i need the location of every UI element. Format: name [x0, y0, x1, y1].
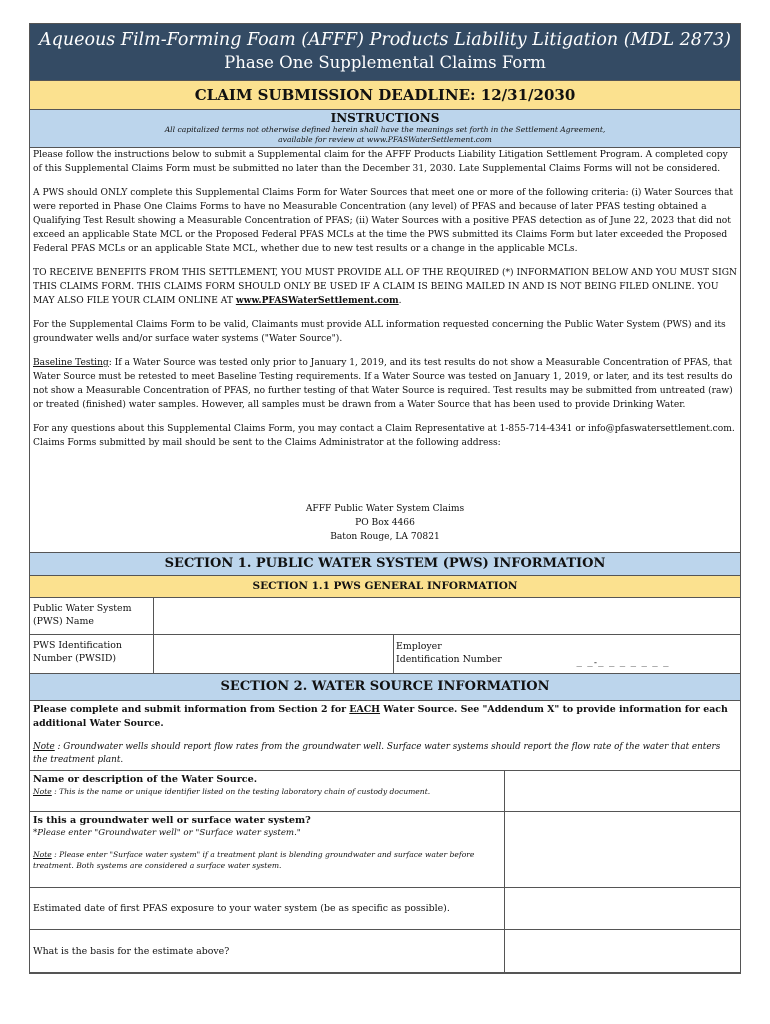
intro-text-b: Water Source. See "Addendum X" to provide information for each additional Water Source.: [33, 704, 728, 729]
exposure-date-question: Estimated date of first PFAS exposure to your water system (be as specific as possible).: [33, 903, 450, 914]
instructions-heading: INSTRUCTIONS: [330, 111, 440, 125]
q1-note-label: Note: [33, 787, 52, 796]
paragraph-contact: For any questions about this Supplemental Claims Form, you may contact a Claim Representative at 1-855-714-4341 or info@pfaswatersettlement.com. Claims Forms submitted by mail should be sent to the Claims Administrator at the following address:: [33, 424, 735, 448]
exposure-date-label: [30, 888, 505, 929]
water-source-name-label: [30, 771, 505, 811]
instructions-note-1: All capitalized terms not otherwise defined herein shall have the meanings set forth in the Settlement Agreement,: [164, 125, 606, 134]
form-title: Aqueous Film-Forming Foam (AFFF) Products Liability Litigation (MDL 2873): [38, 30, 732, 50]
pws-name-row: [30, 598, 740, 635]
instructions-header: [30, 110, 740, 148]
q2-note-label: Note: [33, 850, 52, 859]
address-line-2: PO Box 4466: [355, 518, 415, 528]
baseline-testing-label: Baseline Testing: [33, 358, 109, 368]
section-2-note: [33, 741, 737, 767]
note-text: : Groundwater wells should report flow rates from the groundwater well. Surface water systems should report the flow rate of the water that enters the treatment plant.: [33, 742, 721, 765]
intro-text-a: Please complete and submit information from Section 2 for: [33, 704, 350, 715]
pws-name-field[interactable]: [154, 598, 740, 634]
section-2-instructions: [33, 703, 737, 731]
water-source-name-question: Name or description of the Water Source.: [33, 774, 258, 785]
section-2-title: SECTION 2. WATER SOURCE INFORMATION: [30, 674, 740, 701]
instructions-body: [30, 148, 740, 553]
address-line-3: Baton Rouge, LA 70821: [330, 532, 440, 542]
ein-mask: _ _-_ _ _ _ _ _ _: [576, 658, 669, 668]
note-label: Note: [33, 742, 55, 752]
pws-name-label: Public Water System (PWS) Name: [30, 598, 154, 634]
pwsid-label: PWS Identification Number (PWSID): [30, 635, 154, 673]
exposure-date-field[interactable]: [505, 888, 740, 929]
instructions-note-2: available for review at www.PFASWaterSettlement.com: [278, 135, 492, 144]
benefits-end: .: [398, 296, 402, 306]
pwsid-field[interactable]: [154, 635, 394, 673]
water-source-type-label: [30, 812, 505, 887]
water-source-type-field[interactable]: [505, 812, 740, 887]
water-source-type-question: Is this a groundwater well or surface water system?: [33, 815, 311, 826]
baseline-testing-text: : If a Water Source was tested only prior to January 1, 2019, and its test results do not show a Measurable Concentration of PFAS, that Water Source must be retested to meet Baseline Testing requirements. If a Water Source was tested on January 1, 2019, or later, and its test results do not show a Measurable Concentration of PFAS, no further testing of that Water Source is required. Test results may be submitted from untreated (raw) or treated (finished) water samples. However, all samples must be drawn from a Water Source that has been used to provide Drinking Water.: [33, 358, 733, 410]
ein-field[interactable]: [505, 635, 740, 673]
paragraph-submit: Please follow the instructions below to submit a Supplemental claim for the AFFF Products Liability Litigation Settlement Program. A completed copy of this Supplemental Claims Form must be submitted no later than the December 31, 2030. Late Supplemental Claims Forms will not be considered.: [33, 150, 728, 174]
paragraph-criteria: A PWS should ONLY complete this Supplemental Claims Form for Water Sources that meet one or more of the following criteria: (i) Water Sources that were reported in Phase One Claims Forms to have no Measurable Concentration (any level) of PFAS and because of later PFAS testing obtained a Qualifying Test Result showing a Measurable Concentration of PFAS; (ii) Water Sources with a positive PFAS detection as of June 22, 2023 that did not exceed an applicable State MCL or the Proposed Federal PFAS MCLs at the time the PWS submitted its Claims Form but later exceeded the Proposed Federal PFAS MCLs or an applicable State MCL, whether due to new test results or a change in the applicable MCLs.: [33, 188, 734, 254]
section-1-title: SECTION 1. PUBLIC WATER SYSTEM (PWS) INFORMATION: [30, 553, 740, 576]
estimate-basis-question: What is the basis for the estimate above?: [33, 945, 230, 957]
benefits-text: TO RECEIVE BENEFITS FROM THIS SETTLEMENT, YOU MUST PROVIDE ALL OF THE REQUIRED (*) INFORMATION BELOW AND YOU MUST SIGN THIS CLAIMS FORM. THIS CLAIMS FORM SHOULD ONLY BE USED IF A CLAIM IS BEING MAILED IN AND IS NOT BEING FILED ONLINE. YOU MAY ALSO FILE YOUR CLAIM ONLINE AT: [33, 268, 737, 306]
estimate-basis-label: [30, 930, 505, 972]
water-source-name-note: [33, 786, 501, 797]
ein-label: Employer Identification Number: [396, 641, 502, 665]
address-line-1: AFFF Public Water System Claims: [305, 504, 465, 514]
water-source-type-hint: *Please enter "Groundwater well" or "Surface water system.": [33, 828, 301, 838]
water-source-type-row: [30, 812, 740, 888]
form-header: [30, 24, 740, 80]
paragraph-validity: For the Supplemental Claims Form to be valid, Claimants must provide ALL information requested concerning the Public Water System (PWS) and its groundwater wells and/or surface water systems ("Water Source").: [33, 320, 726, 344]
paragraph-benefits: [33, 266, 738, 308]
water-source-name-field[interactable]: [505, 771, 740, 811]
q1-note-text: : This is the name or unique identifier listed on the testing laboratory chain of custody document.: [51, 787, 431, 796]
section-2-intro: [30, 701, 740, 771]
settlement-website-link[interactable]: www.PFASWaterSettlement.com: [235, 295, 399, 306]
form-subtitle: Phase One Supplemental Claims Form: [224, 53, 546, 72]
paragraph-baseline: [33, 356, 738, 412]
exposure-date-row: [30, 888, 740, 930]
estimate-basis-field[interactable]: [505, 930, 740, 972]
estimate-basis-row: [30, 930, 740, 973]
claim-deadline: CLAIM SUBMISSION DEADLINE: 12/31/2030: [30, 80, 740, 110]
q2-note-text: : Please enter "Surface water system" if a treatment plant is blending groundwater and surface water before treatment. Both systems are considered a surface water system.: [33, 850, 475, 870]
section-1-1-title: SECTION 1.1 PWS GENERAL INFORMATION: [30, 576, 740, 598]
mailing-address: [30, 502, 740, 544]
water-source-name-row: [30, 771, 740, 812]
intro-each: EACH: [349, 704, 381, 715]
claims-form: [29, 23, 741, 974]
pwsid-row: [30, 635, 740, 674]
water-source-type-note: [33, 849, 501, 871]
